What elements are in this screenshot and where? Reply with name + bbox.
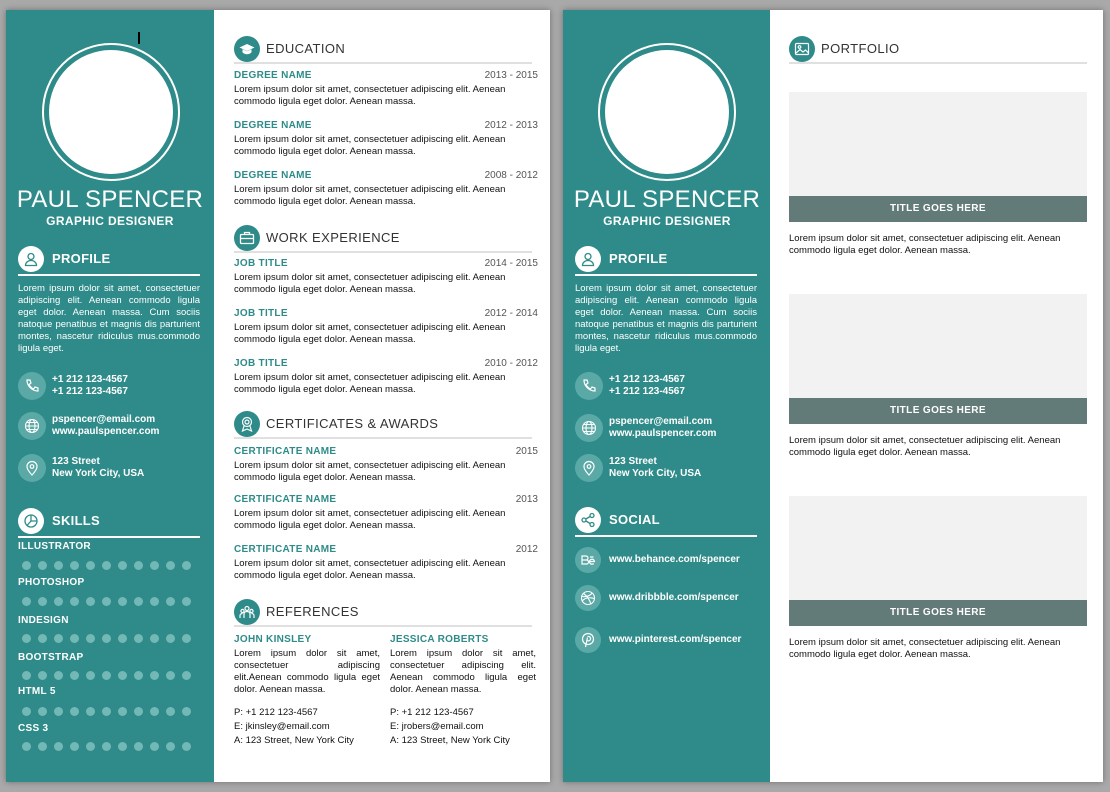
skill-dot [70, 634, 79, 643]
skills-heading-label[interactable]: SKILLS [52, 513, 101, 528]
entry-description[interactable]: Lorem ipsum dolor sit amet, consectetuer adipiscing elit. Aenean commodo ligula eget dolor. Aenean massa. [234, 558, 506, 581]
skill-dot [38, 634, 47, 643]
portfolio-title[interactable]: TITLE GOES HERE [789, 398, 1087, 424]
skill-dot [102, 671, 111, 680]
contact-location [575, 454, 757, 484]
skill-dot [54, 671, 63, 680]
contact-phone [18, 372, 200, 402]
skill-dot [182, 742, 191, 751]
skill-dot [54, 634, 63, 643]
portfolio-description[interactable]: Lorem ipsum dolor sit amet, consectetuer adipiscing elit. Aenean commodo ligula eget dolor. Aenean massa. [789, 233, 1061, 256]
main-column [770, 10, 1103, 782]
website-address[interactable]: www.paulspencer.com [609, 428, 717, 439]
sidebar [563, 10, 770, 782]
profile-text[interactable]: Lorem ipsum dolor sit amet, consectetuer adipiscing elit. Aenean commodo ligula eget dolor. Aenean massa. Cum sociis natoque penatibus et magnis dis parturient montes, nascetur ridiculus mus.commodo ligula eget. [575, 283, 757, 354]
entry-description[interactable]: Lorem ipsum dolor sit amet, consectetuer adipiscing elit. Aenean commodo ligula eget dolor. Aenean massa. [234, 322, 506, 345]
skill-dot [134, 561, 143, 570]
entry-date[interactable]: 2014 - 2015 [484, 258, 538, 269]
skill-dot [70, 561, 79, 570]
skill-dot [118, 707, 127, 716]
skill-dot [102, 561, 111, 570]
entry-description[interactable]: Lorem ipsum dolor sit amet, consectetuer adipiscing elit. Aenean commodo ligula eget dolor. Aenean massa. [234, 272, 506, 295]
skill-dot [150, 597, 159, 606]
skill-dot [22, 597, 31, 606]
skill-dot [118, 597, 127, 606]
social-heading-label[interactable]: SOCIAL [609, 512, 660, 527]
image-icon [789, 36, 815, 62]
skill-name[interactable]: BOOTSTRAP [18, 652, 84, 663]
skill-dot [86, 634, 95, 643]
reference-email[interactable]: E: jkinsley@email.com [234, 721, 330, 732]
entry-date[interactable]: 2008 - 2012 [484, 170, 538, 181]
education-heading [234, 36, 532, 64]
entry-description[interactable]: Lorem ipsum dolor sit amet, consectetuer adipiscing elit. Aenean commodo ligula eget dolor. Aenean massa. [234, 508, 506, 531]
skill-dot [102, 707, 111, 716]
reference-description[interactable]: Lorem ipsum dolor sit amet, consectetuer adipiscing elit. Aenean commodo ligula eget dolor. Aenean massa. [390, 648, 536, 695]
skill-dot [150, 671, 159, 680]
skill-dot [38, 742, 47, 751]
skill-dot [102, 597, 111, 606]
skill-dot [54, 707, 63, 716]
skill-dot [150, 707, 159, 716]
phone-number-1[interactable]: +1 212 123-4567 [52, 374, 128, 385]
portfolio-heading-label[interactable]: PORTFOLIO [821, 41, 900, 56]
resume-role[interactable]: GRAPHIC DESIGNER [603, 214, 731, 228]
profile-heading-label[interactable]: PROFILE [609, 251, 668, 266]
contact-location [18, 454, 200, 484]
job-title[interactable]: JOB TITLE [234, 308, 288, 319]
degree-name[interactable]: DEGREE NAME [234, 120, 312, 131]
entry-date[interactable]: 2012 [515, 544, 538, 555]
email-address[interactable]: pspencer@email.com [52, 414, 156, 425]
education-heading-label[interactable]: EDUCATION [266, 41, 346, 56]
user-icon [18, 246, 44, 272]
skill-name[interactable]: ILLUSTRATOR [18, 541, 91, 552]
profile-text[interactable]: Lorem ipsum dolor sit amet, consectetuer adipiscing elit. Aenean commodo ligula eget dolor. Aenean massa. Cum sociis natoque penatibus et magnis dis parturient montes, nascetur ridiculus mus.commodo ligula eget. [18, 283, 200, 354]
skill-dot [134, 597, 143, 606]
phone-number-2[interactable]: +1 212 123-4567 [609, 386, 685, 397]
skill-name[interactable]: HTML 5 [18, 686, 56, 697]
skill-dot [38, 561, 47, 570]
skill-dot [102, 634, 111, 643]
skill-dot [38, 671, 47, 680]
skill-dot [150, 742, 159, 751]
text-cursor [138, 32, 140, 44]
skill-dot [102, 742, 111, 751]
portfolio-description[interactable]: Lorem ipsum dolor sit amet, consectetuer adipiscing elit. Aenean commodo ligula eget dolor. Aenean massa. [789, 435, 1061, 458]
social-link[interactable]: www.behance.com/spencer [609, 554, 740, 565]
portfolio-title[interactable]: TITLE GOES HERE [789, 196, 1087, 222]
skill-dot [86, 742, 95, 751]
profile-photo-frame [598, 43, 736, 181]
skill-dot [70, 742, 79, 751]
skill-dot [182, 634, 191, 643]
phone-number-1[interactable]: +1 212 123-4567 [609, 374, 685, 385]
city-address[interactable]: New York City, USA [609, 468, 702, 479]
references-heading-label[interactable]: REFERENCES [266, 604, 359, 619]
skill-dot [54, 742, 63, 751]
reference-phone[interactable]: P: +1 212 123-4567 [390, 707, 474, 718]
contact-web [575, 414, 757, 444]
profile-photo-placeholder[interactable] [49, 50, 173, 174]
people-icon [234, 599, 260, 625]
skill-dot [22, 742, 31, 751]
profile-heading [575, 246, 757, 276]
portfolio-title[interactable]: TITLE GOES HERE [789, 600, 1087, 626]
skill-dot [70, 597, 79, 606]
entry-description[interactable]: Lorem ipsum dolor sit amet, consectetuer adipiscing elit. Aenean commodo ligula eget dolor. Aenean massa. [234, 134, 506, 157]
phone-icon [18, 372, 46, 400]
skill-dot [86, 707, 95, 716]
resume-page-1 [6, 10, 550, 782]
briefcase-icon [234, 225, 260, 251]
skill-dot [134, 671, 143, 680]
skill-dot [134, 707, 143, 716]
share-icon [575, 507, 601, 533]
award-icon [234, 411, 260, 437]
skill-dot [86, 671, 95, 680]
reference-address[interactable]: A: 123 Street, New York City [234, 735, 354, 746]
degree-name[interactable]: DEGREE NAME [234, 70, 312, 81]
dribbble-icon [575, 585, 601, 611]
skill-dot [22, 561, 31, 570]
skill-dot [38, 707, 47, 716]
skill-dot [166, 671, 175, 680]
portfolio-heading [789, 36, 1087, 64]
skill-name[interactable]: CSS 3 [18, 723, 49, 734]
social-dribbble [575, 585, 765, 613]
graduation-cap-icon [234, 36, 260, 62]
reference-card [390, 634, 536, 748]
skill-dot [118, 742, 127, 751]
skill-name[interactable]: PHOTOSHOP [18, 577, 85, 588]
certificates-heading [234, 411, 532, 439]
reference-name[interactable]: JESSICA ROBERTS [390, 634, 489, 645]
skill-dot [166, 561, 175, 570]
contact-web [18, 412, 200, 442]
skill-dot [166, 707, 175, 716]
entry-date[interactable]: 2013 - 2015 [484, 70, 538, 81]
social-link[interactable]: www.dribbble.com/spencer [609, 592, 739, 603]
profile-heading-label[interactable]: PROFILE [52, 251, 111, 266]
skill-dot [182, 671, 191, 680]
behance-icon [575, 547, 601, 573]
work-heading-label[interactable]: WORK EXPERIENCE [266, 230, 400, 245]
location-pin-icon [18, 454, 46, 482]
portfolio-image-placeholder[interactable] [789, 496, 1087, 600]
job-title[interactable]: JOB TITLE [234, 358, 288, 369]
city-address[interactable]: New York City, USA [52, 468, 145, 479]
phone-icon [575, 372, 603, 400]
profile-photo-frame [42, 43, 180, 181]
skill-dot [86, 561, 95, 570]
skill-dot [70, 707, 79, 716]
skill-dot [150, 634, 159, 643]
skill-dot [54, 561, 63, 570]
website-address[interactable]: www.paulspencer.com [52, 426, 160, 437]
resume-role[interactable]: GRAPHIC DESIGNER [46, 214, 174, 228]
skill-dot [182, 707, 191, 716]
certificate-name[interactable]: CERTIFICATE NAME [234, 446, 337, 457]
resume-page-2 [563, 10, 1103, 782]
social-link[interactable]: www.pinterest.com/spencer [609, 634, 742, 645]
entry-date[interactable]: 2012 - 2013 [484, 120, 538, 131]
pinterest-icon [575, 627, 601, 653]
entry-date[interactable]: 2012 - 2014 [484, 308, 538, 319]
social-heading [575, 507, 757, 537]
entry-date[interactable]: 2015 [515, 446, 538, 457]
skill-dot [22, 707, 31, 716]
globe-icon [575, 414, 603, 442]
entry-description[interactable]: Lorem ipsum dolor sit amet, consectetuer adipiscing elit. Aenean commodo ligula eget dolor. Aenean massa. [234, 372, 506, 395]
main-column [214, 10, 550, 782]
work-heading [234, 225, 532, 253]
reference-phone[interactable]: P: +1 212 123-4567 [234, 707, 318, 718]
reference-address[interactable]: A: 123 Street, New York City [390, 735, 510, 746]
job-title[interactable]: JOB TITLE [234, 258, 288, 269]
certificate-name[interactable]: CERTIFICATE NAME [234, 494, 337, 505]
resume-name[interactable]: PAUL SPENCER [16, 186, 204, 213]
reference-card [234, 634, 380, 748]
references-heading [234, 599, 532, 627]
phone-number-2[interactable]: +1 212 123-4567 [52, 386, 128, 397]
resume-name[interactable]: PAUL SPENCER [573, 186, 761, 213]
skill-dot [166, 597, 175, 606]
entry-date[interactable]: 2013 [515, 494, 538, 505]
portfolio-image-placeholder[interactable] [789, 92, 1087, 196]
skill-dot [166, 634, 175, 643]
portfolio-description[interactable]: Lorem ipsum dolor sit amet, consectetuer adipiscing elit. Aenean commodo ligula eget dolor. Aenean massa. [789, 637, 1061, 660]
skill-dot [118, 561, 127, 570]
certificate-name[interactable]: CERTIFICATE NAME [234, 544, 337, 555]
user-icon [575, 246, 601, 272]
skill-dot [54, 597, 63, 606]
skill-name[interactable]: INDESIGN [18, 615, 69, 626]
skill-dot [70, 671, 79, 680]
skill-dot [22, 671, 31, 680]
degree-name[interactable]: DEGREE NAME [234, 170, 312, 181]
location-pin-icon [575, 454, 603, 482]
skill-dot [182, 561, 191, 570]
social-pinterest [575, 627, 765, 655]
skill-dot [134, 634, 143, 643]
globe-icon [18, 412, 46, 440]
sidebar [6, 10, 214, 782]
street-address[interactable]: 123 Street [52, 456, 100, 467]
skill-dot [150, 561, 159, 570]
portfolio-image-placeholder[interactable] [789, 294, 1087, 398]
profile-heading [18, 246, 200, 276]
skill-dot [182, 597, 191, 606]
contact-phone [575, 372, 757, 402]
street-address[interactable]: 123 Street [609, 456, 657, 467]
reference-description[interactable]: Lorem ipsum dolor sit amet, consectetuer adipiscing elit.Aenean commodo ligula eget dolor. Aenean massa. [234, 648, 380, 695]
email-address[interactable]: pspencer@email.com [609, 416, 713, 427]
skill-dot [118, 671, 127, 680]
entry-date[interactable]: 2010 - 2012 [484, 358, 538, 369]
reference-email[interactable]: E: jrobers@email.com [390, 721, 484, 732]
entry-description[interactable]: Lorem ipsum dolor sit amet, consectetuer adipiscing elit. Aenean commodo ligula eget dolor. Aenean massa. [234, 184, 506, 207]
reference-name[interactable]: JOHN KINSLEY [234, 634, 312, 645]
certificates-heading-label[interactable]: CERTIFICATES & AWARDS [266, 416, 439, 431]
profile-photo-placeholder[interactable] [605, 50, 729, 174]
social-behance [575, 547, 765, 575]
entry-description[interactable]: Lorem ipsum dolor sit amet, consectetuer adipiscing elit. Aenean commodo ligula eget dolor. Aenean massa. [234, 84, 506, 107]
skill-dot [38, 597, 47, 606]
skill-dot [134, 742, 143, 751]
entry-description[interactable]: Lorem ipsum dolor sit amet, consectetuer adipiscing elit. Aenean commodo ligula eget dolor. Aenean massa. [234, 460, 506, 483]
skill-dot [166, 742, 175, 751]
skill-dot [86, 597, 95, 606]
skill-dot [22, 634, 31, 643]
skills-heading [18, 508, 200, 538]
skill-dot [118, 634, 127, 643]
pie-chart-icon [18, 508, 44, 534]
